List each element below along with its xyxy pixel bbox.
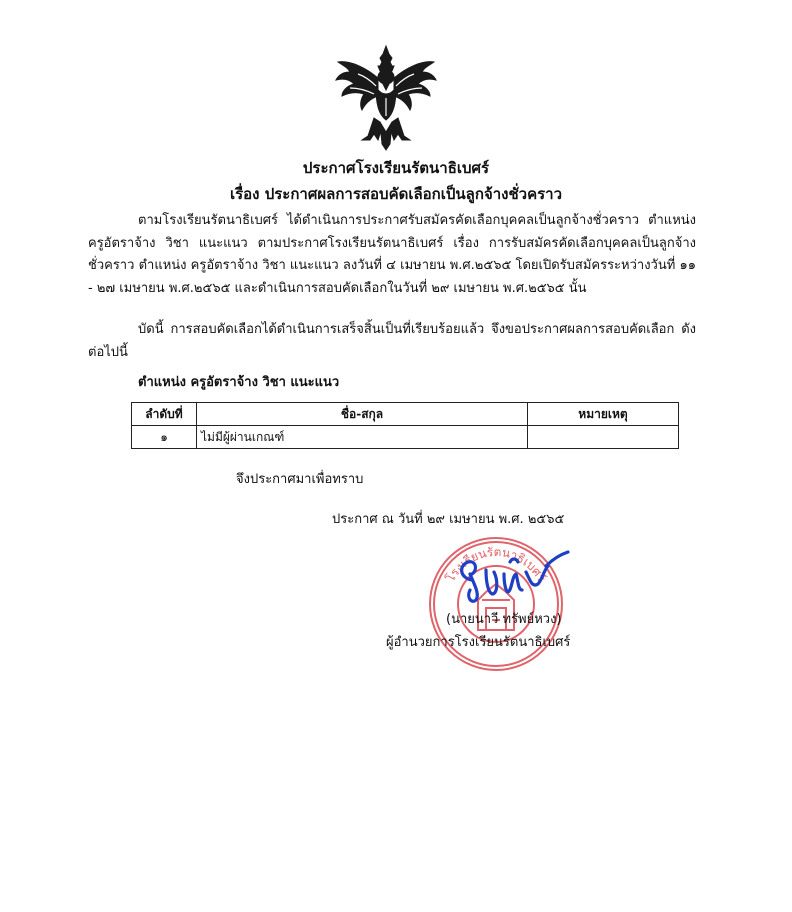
column-header-note: หมายเหตุ [528, 403, 679, 426]
position-heading: ตำแหน่ง ครูอัตราจ้าง วิชา แนะแนว [138, 375, 340, 390]
table-row [132, 426, 679, 449]
cell-note [528, 426, 679, 449]
body-paragraph-2: บัดนี้ การสอบคัดเลือกได้ดำเนินการเสร็จสิ้นเป็นที่เรียบร้อยแล้ว จึงขอประกาศผลการสอบคัดเลือก ดังต่อไปนี้ [88, 322, 696, 360]
column-header-name: ชื่อ-สกุล [197, 403, 528, 426]
signer-name: (นายนาวี ทรัพย์หวง) [446, 612, 562, 627]
signer-title: ผู้อำนวยการโรงเรียนรัตนาธิเบศร์ [386, 635, 571, 650]
seal-text: โรงเรียนรัตนาธิเบศร์ [443, 544, 549, 585]
cell-rank: ๑ [132, 426, 197, 449]
body-paragraph-1: ตามโรงเรียนรัตนาธิเบศร์ ได้ดำเนินการประกาศรับสมัครคัดเลือกบุคคลเป็นลูกจ้างชั่วคราว ตำแหน่ง ครูอัตราจ้าง วิชา แนะแนว ตามประกาศโรงเรียนรัตนาธิเบศร์ เรื่อง การรับสมัครคัดเลือกบุคคลเป็นลูกจ้างชั่วคราว ตำแหน่ง ครูอัตราจ้าง วิชา แนะแนว ลงวันที่ ๔ เมษายน พ.ศ.๒๕๖๕ โดยเปิดรับสมัครระหว่างวันที่ ๑๑ - ๒๗ เมษายน พ.ศ.๒๕๖๕ และดำเนินการสอบคัดเลือกในวันที่ ๒๙ เมษายน พ.ศ.๒๕๖๕ นั้น [88, 213, 696, 296]
garuda-emblem-icon [334, 44, 438, 152]
cell-name: ไม่มีผู้ผ่านเกณฑ์ [197, 426, 528, 449]
column-header-rank: ลำดับที่ [132, 403, 197, 426]
announcement-date: ประกาศ ณ วันที่ ๒๙ เมษายน พ.ศ. ๒๕๖๕ [332, 512, 565, 527]
results-table [131, 402, 679, 449]
announcement-title: ประกาศโรงเรียนรัตนาธิเบศร์ [302, 159, 490, 177]
signature-icon [446, 540, 574, 610]
closing-statement: จึงประกาศมาเพื่อทราบ [236, 472, 364, 487]
announcement-subject: เรื่อง ประกาศผลการสอบคัดเลือกเป็นลูกจ้างชั่วคราว [229, 185, 563, 203]
table-header-row [132, 403, 679, 426]
